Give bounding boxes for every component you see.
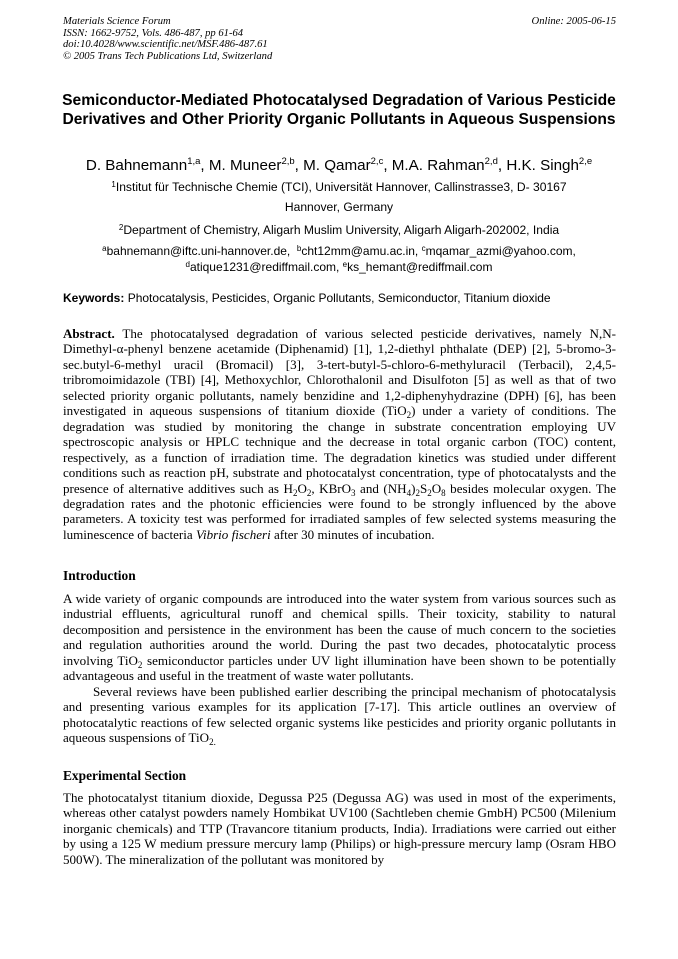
author-list: [30, 153, 648, 175]
email-a[interactable]: bahnemann@iftc.uni-hannover.de,: [106, 244, 291, 258]
keywords-label: Keywords:: [63, 291, 125, 305]
email-d[interactable]: atique1231@rediffmail.com,: [189, 260, 340, 274]
keywords-text: Photocatalysis, Pesticides, Organic Pollutants, Semiconductor, Titanium dioxide: [127, 291, 551, 305]
experimental-heading: Experimental Section: [63, 768, 187, 783]
journal-issn: ISSN: 1662-9752, Vols. 486-487, pp 61-64: [63, 27, 244, 39]
email-line-1: $^a$bahnemann@iftc.uni-hannover.de, $^b$cht12mm@amu.ac.in, $^c$mqamar_azmi@yahoo.com,: [102, 244, 576, 258]
email-b[interactable]: cht12mm@amu.ac.in,: [301, 244, 419, 258]
abstract-label: Abstract.: [63, 326, 115, 341]
author-emails: [30, 242, 648, 274]
email-line-2: $^d$atique1231@rediffmail.com, $^e$ks_hemant@rediffmail.com: [185, 260, 493, 274]
paper-title: Semiconductor-Mediated Photocatalysed Degradation of Various Pesticide Derivatives and Other Priority Organic Pollutants in Aqueous Suspensions: [62, 92, 616, 128]
online-date: Online: 2005-06-15: [531, 16, 616, 27]
affiliation-1-line2: Hannover, Germany: [284, 200, 394, 214]
introduction-paragraph-2: Several reviews have been published earlier describing the principal mechanism of photocatalysis and presenting various examples for its application [7-17]. This article outlines an overview of photocatalytic reactions of few selected organic systems like pesticides and priority organic pollutants in aqueous suspensions of TiO$_{2.}$: [63, 683, 616, 748]
experimental-body: [63, 790, 616, 867]
journal-header: [63, 16, 616, 62]
affiliation-1: $^1$Institut für Technische Chemie (TCI), Universität Hannover, Callinstrasse3, D- 30167: [111, 180, 567, 194]
author: M. Muneer$^{2,b}$,: [208, 156, 304, 174]
abstract: Abstract. The photocatalysed degradation of various selected pesticide derivatives, namely N,N-Dimethyl-α-phenyl benzene acetamide (Diphenamid) [1], 1,2-diethyl phthalate (DEP) [2], 5-bromo-3-sec.butyl-6-methyl uracil (Bromacil) [3], 3-tert-butyl-5-chloro-6-methyluracil (Terbacil), 2,4,5-tribromoimidazole (TBI) [4], Methoxychlor, Chlorothalonil and Disulfoton [5] as well as that of two selected priority organic pollutants, namely benzidine and 1,2-diphenyhydrazine (DPH) [6], has been investigated in aqueous suspensions of titanium dioxide (TiO$_2$) under a variety of conditions. The degradation was studied by monitoring the change in substrate concentration employing UV spectroscopic analysis or HPLC technique and the decrease in total organic carbon (TOC) content, respectively, as a function of irradiation time. The degradation kinetics was studied under different conditions such as reaction pH, substrate and photocatalyst concentration, type of photocatalysts and the presence of alternative additives such as $H_2O_2$, KBrO$_3$ and $(NH_4)_2S_2O_8$ besides molecular oxygen. The degradation rates and the photonic efficiencies were found to be strongly influenced by the above parameters. A toxicity test was performed for irradiated samples of few selected systems measuring the luminescence of bacteria Vibrio fischeri after 30 minutes of incubation.: [63, 326, 617, 542]
email-c[interactable]: mqamar_azmi@yahoo.com,: [425, 244, 576, 258]
author: D. Bahnemann$^{1,a}$,: [85, 156, 209, 174]
keywords: [63, 291, 623, 305]
journal-name: Materials Science Forum: [63, 16, 171, 27]
introduction-body: [63, 591, 616, 746]
journal-doi: doi:10.4028/www.scientific.net/MSF.486-487.61: [63, 39, 268, 51]
email-e[interactable]: ks_hemant@rediffmail.com: [347, 260, 493, 274]
experimental-paragraph-1: The photocatalyst titanium dioxide, Degussa P25 (Degussa AG) was used in most of the experiments, whereas other catalyst powders namely Hombikat UV100 (Sachtleben chemie GmbH) PC500 (Milenium inorganic chemicals) and TTP (Travancore titanium products, India). Irradiations were carried out either by using a 125 W medium pressure mercury lamp (Philips) or high-pressure mercury lamp (Osram HBO 500W). The mineralization of the pollutant was monitored by: [63, 790, 616, 867]
introduction-heading: Introduction: [63, 568, 136, 583]
author: M. Qamar$^{2,c}$,: [303, 156, 392, 174]
journal-copyright: © 2005 Trans Tech Publications Ltd, Switzerland: [63, 50, 273, 62]
author: M.A. Rahman$^{2,d}$,: [391, 156, 507, 174]
introduction-paragraph-1: A wide variety of organic compounds are introduced into the water system from various sources such as industrial effluents, agricultural runoff and chemical spills. Their toxicity, stability to natural decomposition and persistence in the environment has been the cause of much concern to the societies and regulation authorities around the world. During the past two decades, photocatalytic process involving TiO$_2$ semiconductor particles under UV light illumination have been shown to be potentially advantageous and useful in the treatment of waste water pollutants.: [63, 591, 616, 684]
author: H.K. Singh$^{2,e}$: [506, 156, 593, 174]
affiliation-2: $^2$Department of Chemistry, Aligarh Muslim University, Aligarh Aligarh-202002, India: [118, 223, 560, 237]
